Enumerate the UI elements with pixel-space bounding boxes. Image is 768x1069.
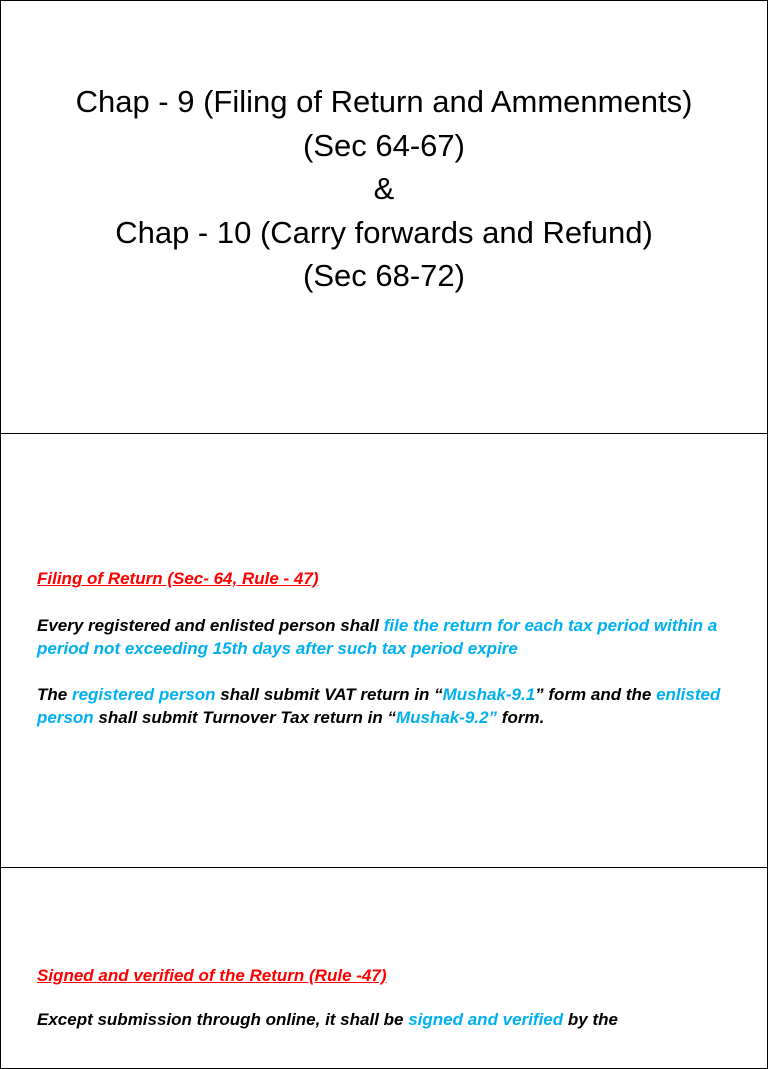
text-segment: Every registered and enlisted person shall xyxy=(37,616,384,635)
paragraph-signing-requirement xyxy=(37,1008,737,1031)
highlight-mushak-9-2: Mushak-9.2” xyxy=(395,708,498,727)
title-line-chap10: Chap - 10 (Carry forwards and Refund) xyxy=(115,214,653,250)
highlight-enlisted-person: enlisted person xyxy=(37,685,721,727)
text-segment: shall submit VAT return in “ xyxy=(215,685,443,704)
slide-content xyxy=(37,567,737,729)
paragraph-filing-requirement xyxy=(37,614,737,660)
heading-text: Signed and verified of the Return (Rule -47) xyxy=(37,966,387,985)
slide-heading xyxy=(37,567,737,590)
text-segment: by the xyxy=(563,1010,618,1029)
heading-text: Filing of Return (Sec- 64, Rule - 47) xyxy=(37,569,319,588)
highlight-segment: file the return for each tax period within a period not exceeding 15th days after such tax period expire xyxy=(37,616,718,658)
text-segment: The xyxy=(37,685,72,704)
text-segment: ” form and the xyxy=(535,685,657,704)
paragraph-return-forms xyxy=(37,683,737,729)
text-segment: form. xyxy=(497,708,545,727)
title-block xyxy=(1,80,767,298)
title-line-ampersand: & xyxy=(373,171,395,206)
slide-1-title xyxy=(0,0,768,434)
slide-content xyxy=(37,964,737,1031)
slide-heading xyxy=(37,964,737,987)
title-line-sec68-72: (Sec 68-72) xyxy=(303,258,465,293)
text-segment: Except submission through online, it shall be xyxy=(37,1010,409,1029)
text-segment: shall submit Turnover Tax return in “ xyxy=(93,708,396,727)
highlight-registered-person: registered person xyxy=(71,685,216,704)
title-line-sec64-67: (Sec 64-67) xyxy=(303,127,465,163)
slide-3-signed-and-verified xyxy=(0,867,768,1069)
highlight-signed-and-verified: signed and verified xyxy=(408,1010,564,1029)
slide-2-filing-of-return xyxy=(0,433,768,868)
highlight-mushak-9-1: Mushak-9.1 xyxy=(442,685,536,704)
title-line-chap9: Chap - 9 (Filing of Return and Ammenments) xyxy=(75,84,693,119)
